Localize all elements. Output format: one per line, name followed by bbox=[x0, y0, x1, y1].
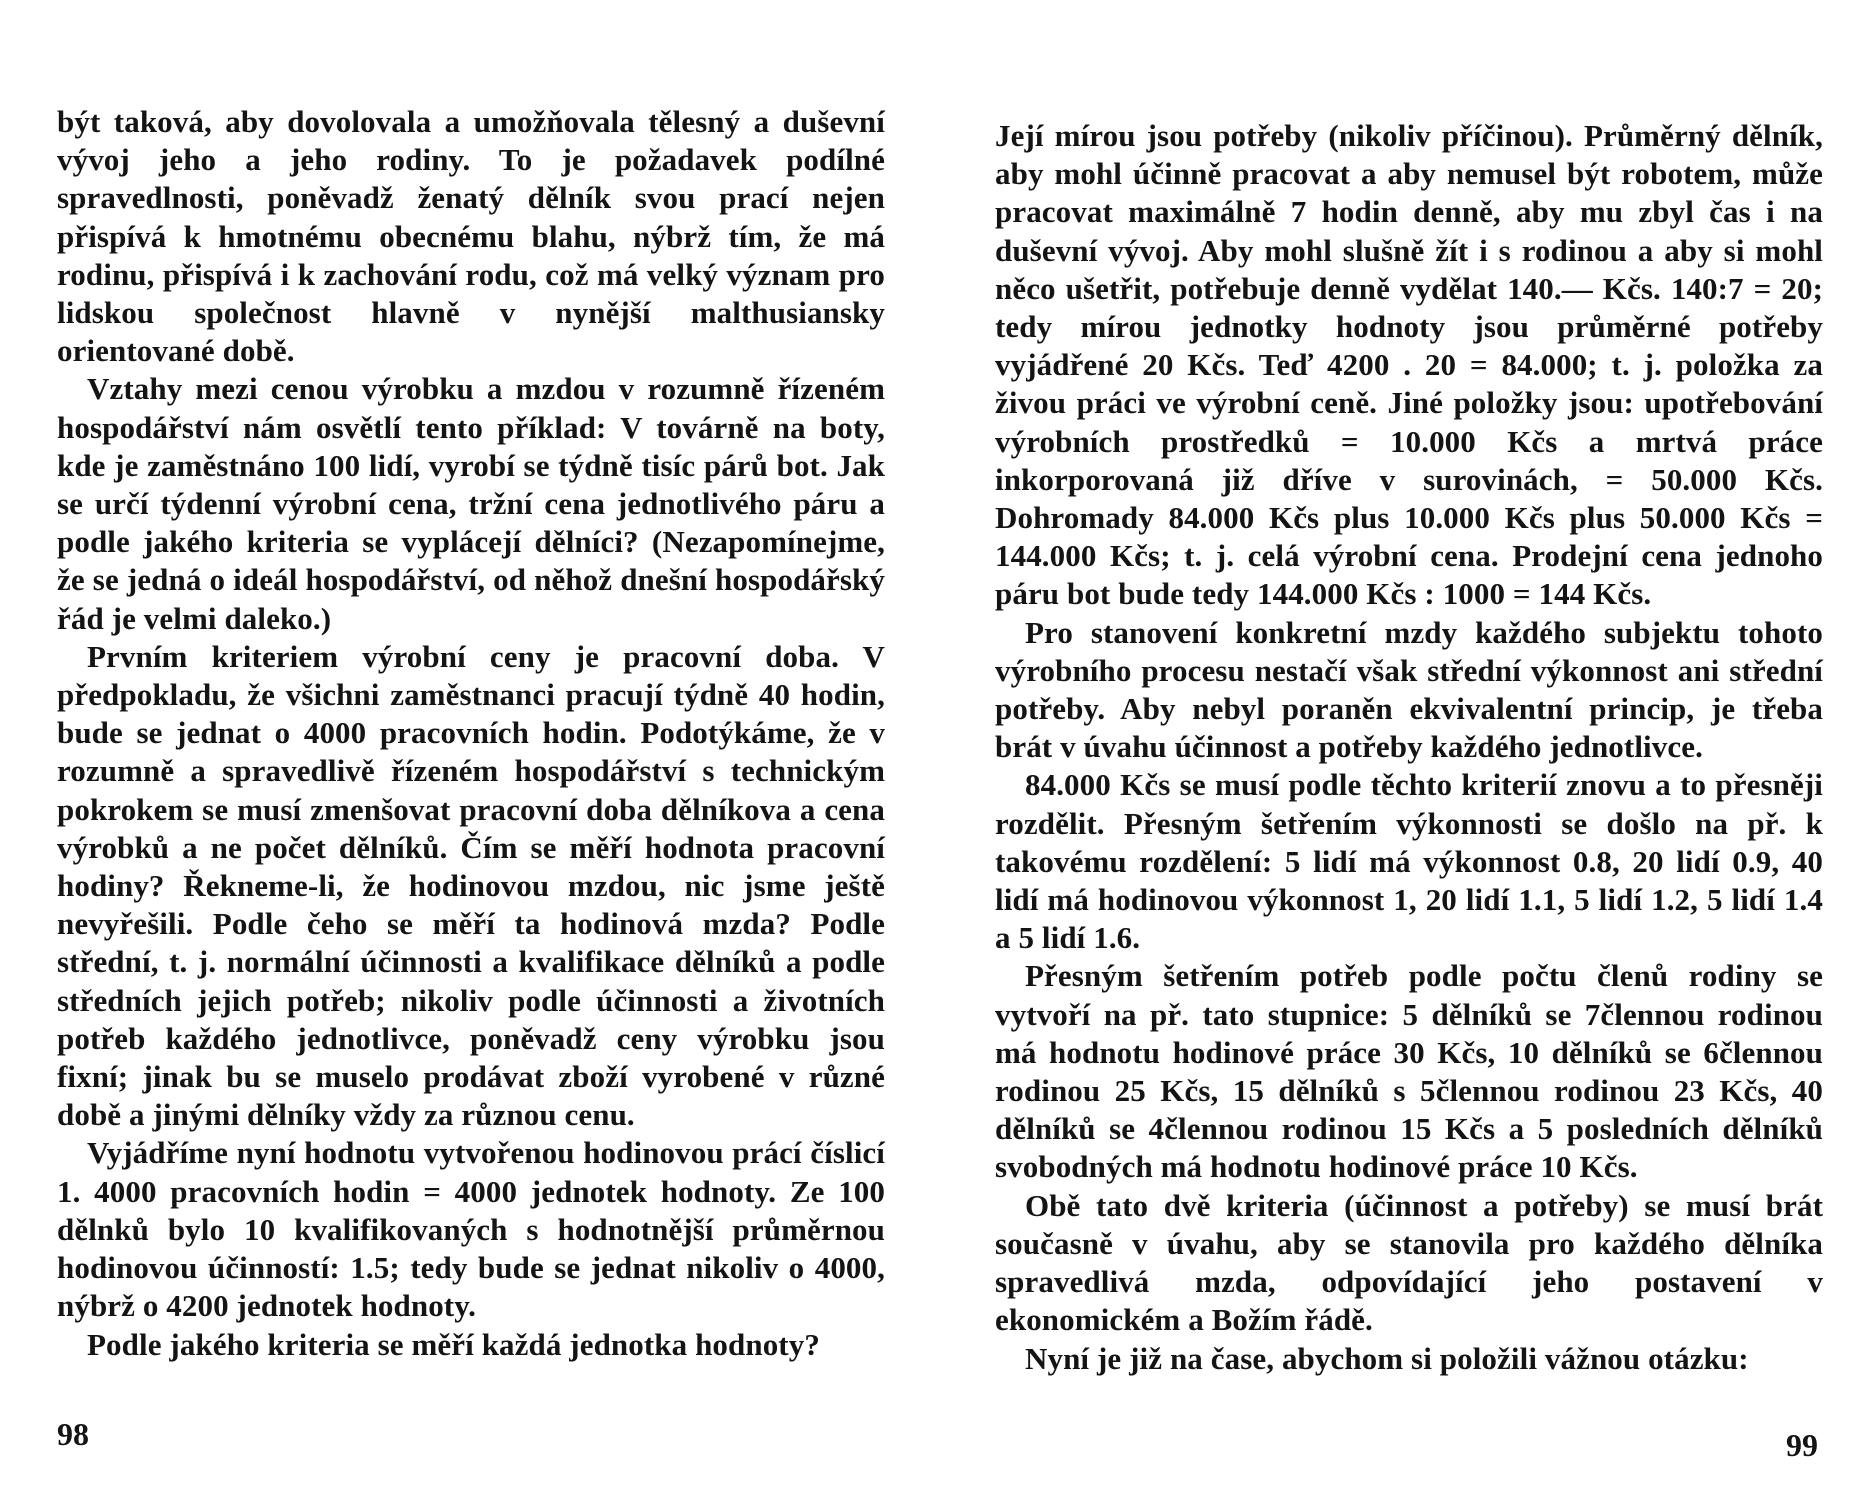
left-page-text bbox=[57, 103, 885, 1364]
page-number: 99 bbox=[1786, 1427, 1818, 1463]
paragraph: být taková, aby dovolovala a umožňovala tělesný a duševní vývoj jeho a jeho rodiny. To je požadavek podílné spravedlnosti, poněvadž ženatý dělník svou prací nejen přispívá k hmotnému obecnému blahu, nýbrž tím, že má rodinu, přispívá i k zachování rodu, což má velký význam pro lidskou společnost hlavně v nynější malthusiansky orientované době. bbox=[57, 104, 885, 369]
page-number: 98 bbox=[57, 1416, 89, 1452]
paragraph: Vyjádříme nyní hodnotu vytvořenou hodinovou prácí číslicí 1. 4000 pracovních hodin = 4000 jednotek hodnoty. Ze 100 dělnků bylo 10 kvalifikovaných s hodnotnější průměrnou hodinovou účinností: 1.5; tedy bude se jednat nikoliv o 4000, nýbrž o 4200 jednotek hodnoty. bbox=[57, 1135, 885, 1324]
paragraph: Pro stanovení konkretní mzdy každého subjektu tohoto výrobního procesu nestačí však střední výkonnost ani střední potřeby. Aby nebyl poraněn ekvivalentní princip, je třeba brát v úvahu účinnost a potřeby každého jednotlivce. bbox=[995, 614, 1823, 765]
right-page-text bbox=[995, 117, 1823, 1378]
paragraph: Přesným šetřením potřeb podle počtu členů rodiny se vytvoří na př. tato stupnice: 5 dělníků se 7člennou rodinou má hodnotu hodinové práce 30 Kčs, 10 dělníků se 6člennou rodinou 25 Kčs, 15 dělníků s 5člennou rodinou 23 Kčs, 40 dělníků se 4člennou rodinou 15 Kčs a 5 posledních dělníků svobodných má hodnotu hodinové práce 10 Kčs. bbox=[995, 958, 1823, 1185]
paragraph: Nyní je již na čase, abychom si položili vážnou otázku: bbox=[1025, 1340, 1749, 1376]
right-page bbox=[930, 0, 1860, 1500]
paragraph: Obě tato dvě kriteria (účinnost a potřeby) se musí brát současně v úvahu, aby se stanovila pro každého dělníka spravedlivá mzda, odpovídající jeho postavení v ekonomickém a Božím řádě. bbox=[995, 1187, 1823, 1338]
paragraph: Její mírou jsou potřeby (nikoliv příčinou). Průměrný dělník, aby mohl účinně pracovat a aby nemusel být robotem, může pracovat maximálně 7 hodin denně, aby mu zbyl čas i na duševní vývoj. Aby mohl slušně žít i s rodinou a aby si mohl něco ušetřit, potřebuje denně vydělat 140.— Kčs. 140:7 = 20; tedy mírou jednotky hodnoty jsou průměrné potřeby vyjádřené 20 Kčs. Teď 4200 . 20 = 84.000; t. j. položka za živou práci ve výrobní ceně. Jiné položky jsou: upotřebování výrobních prostředků = 10.000 Kčs a mrtvá práce inkorporovaná již dříve v surovinách, = 50.000 Kčs. Dohromady 84.000 Kčs plus 10.000 Kčs plus 50.000 Kčs = 144.000 Kčs; t. j. celá výrobní cena. Prodejní cena jednoho páru bot bude tedy 144.000 Kčs : 1000 = 144 Kčs. bbox=[995, 118, 1823, 612]
paragraph: Vztahy mezi cenou výrobku a mzdou v rozumně řízeném hospodářství nám osvětlí tento příklad: V továrně na boty, kde je zaměstnáno 100 lidí, vyrobí se týdně tisíc párů bot. Jak se určí týdenní výrobní cena, tržní cena jednotlivého páru a podle jakého kriteria se vyplácejí dělníci? (Nezapomínejme, že se jedná o ideál hospodářství, od něhož dnešní hospodářský řád je velmi daleko.) bbox=[57, 371, 885, 636]
paragraph: 84.000 Kčs se musí podle těchto kriterií znovu a to přesněji rozdělit. Přesným šetřením výkonnosti se došlo na př. k takovému rozdělení: 5 lidí má výkonnost 0.8, 20 lidí 0.9, 40 lidí má hodinovou výkonnost 1, 20 lidí 1.1, 5 lidí 1.2, 5 lidí 1.4 a 5 lidí 1.6. bbox=[995, 767, 1823, 956]
paragraph: Podle jakého kriteria se měří každá jednotka hodnoty? bbox=[87, 1326, 820, 1362]
paragraph: Prvním kriteriem výrobní ceny je pracovní doba. V předpokladu, že všichni zaměstnanci pracují týdně 40 hodin, bude se jednat o 4000 pracovních hodin. Podotýkáme, že v rozumně a spravedlivě řízeném hospodářství s technickým pokrokem se musí zmenšovat pracovní doba dělníkova a cena výrobků a ne počet dělníků. Čím se měří hodnota pracovní hodiny? Řekneme-li, že hodinovou mzdou, nic jsme ještě nevyřešili. Podle čeho se měří ta hodinová mzda? Podle střední, t. j. normální účinnosti a kvalifikace dělníků a podle středních jejich potřeb; nikoliv podle účinnosti a životních potřeb každého jednotlivce, poněvadž ceny výrobku jsou fixní; jinak bu se muselo prodávat zboží vyrobené v různé době a jinými dělníky vždy za různou cenu. bbox=[57, 638, 885, 1133]
